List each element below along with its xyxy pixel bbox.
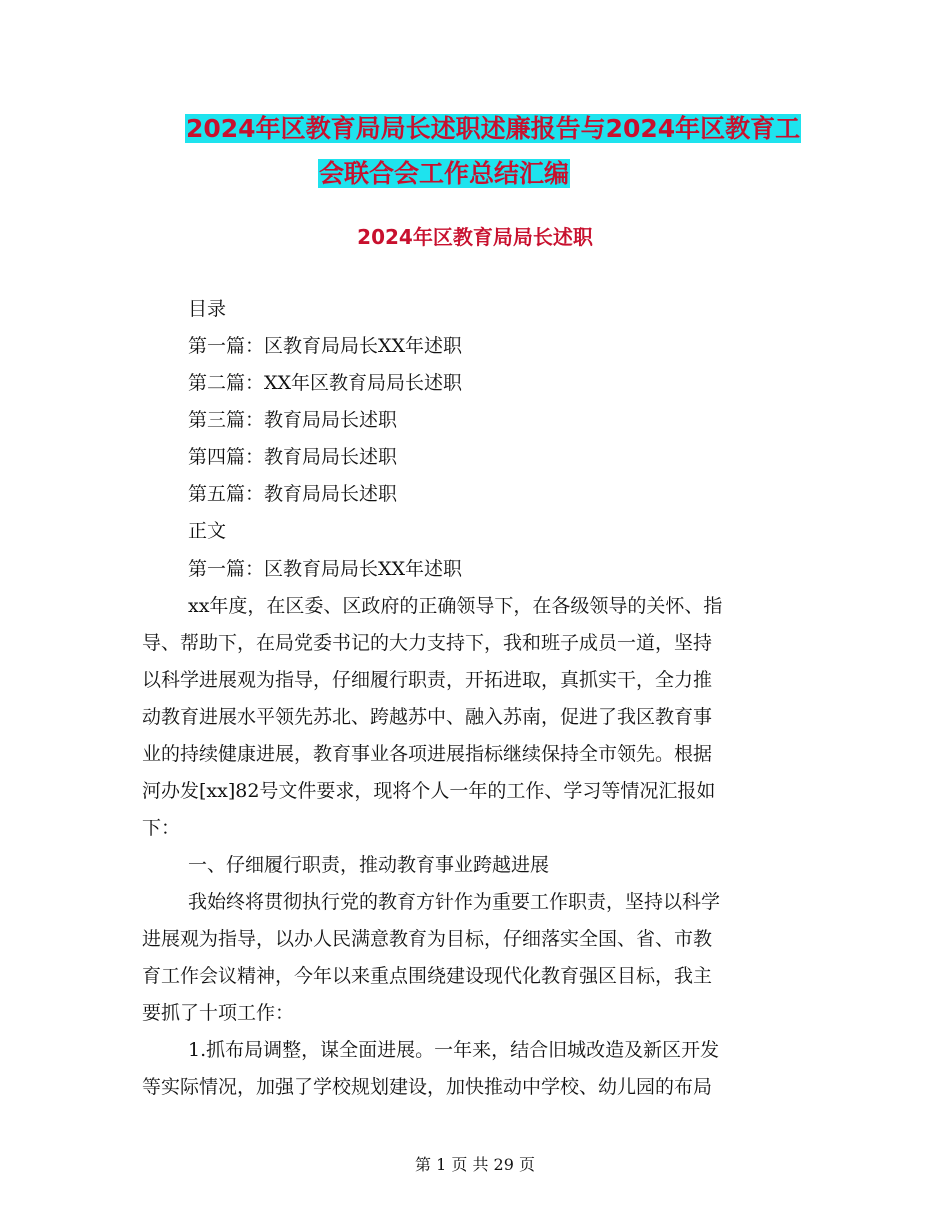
- paragraph-line: 以科学进展观为指导，仔细履行职责，开拓进取，真抓实干，全力推: [142, 669, 713, 691]
- document-title-line-1: 2024年区教育局局长述职述廉报告与2024年区教育工: [186, 114, 801, 143]
- chapter-heading: 第一篇：区教育局局长XX年述职: [188, 558, 463, 580]
- paragraph-line: 业的持续健康进展，教育事业各项进展指标继续保持全市领先。根据: [142, 743, 713, 765]
- toc-item-2: 第二篇：XX年区教育局局长述职: [188, 372, 463, 394]
- toc-heading: 目录: [188, 298, 227, 320]
- section-title: 一、仔细履行职责，推动教育事业跨越进展: [188, 854, 550, 876]
- paragraph-line: 下：: [142, 817, 181, 839]
- toc-item-3: 第三篇：教育局局长述职: [188, 409, 398, 431]
- paragraph-line: 育工作会议精神，今年以来重点围绕建设现代化教育强区目标，我主: [142, 965, 713, 987]
- paragraph-line: 1.抓布局调整，谋全面进展。一年来，结合旧城改造及新区开发: [188, 1039, 720, 1061]
- paragraph-line: 要抓了十项工作：: [142, 1002, 295, 1024]
- paragraph-line: 导、帮助下，在局党委书记的大力支持下，我和班子成员一道，坚持: [142, 632, 713, 654]
- paragraph-line: xx年度，在区委、区政府的正确领导下，在各级领导的关怀、指: [188, 595, 723, 617]
- paragraph-line: 我始终将贯彻执行党的教育方针作为重要工作职责，坚持以科学: [188, 891, 721, 913]
- page-footer: 第 1 页 共 29 页: [415, 1155, 535, 1174]
- body-heading: 正文: [188, 520, 227, 542]
- section-heading: 2024年区教育局局长述职: [357, 225, 593, 249]
- document-title-line-2: 会联合会工作总结汇编: [319, 159, 570, 188]
- toc-item-1: 第一篇：区教育局局长XX年述职: [188, 335, 463, 357]
- toc-item-5: 第五篇：教育局局长述职: [188, 483, 398, 505]
- toc-item-4: 第四篇：教育局局长述职: [188, 446, 398, 468]
- paragraph-line: 河办发[xx]82号文件要求，现将个人一年的工作、学习等情况汇报如: [142, 780, 716, 802]
- paragraph-line: 等实际情况，加强了学校规划建设，加快推动中学校、幼儿园的布局: [142, 1076, 713, 1098]
- paragraph-line: 动教育进展水平领先苏北、跨越苏中、融入苏南，促进了我区教育事: [142, 706, 713, 728]
- paragraph-line: 进展观为指导，以办人民满意教育为目标，仔细落实全国、省、市教: [142, 928, 713, 950]
